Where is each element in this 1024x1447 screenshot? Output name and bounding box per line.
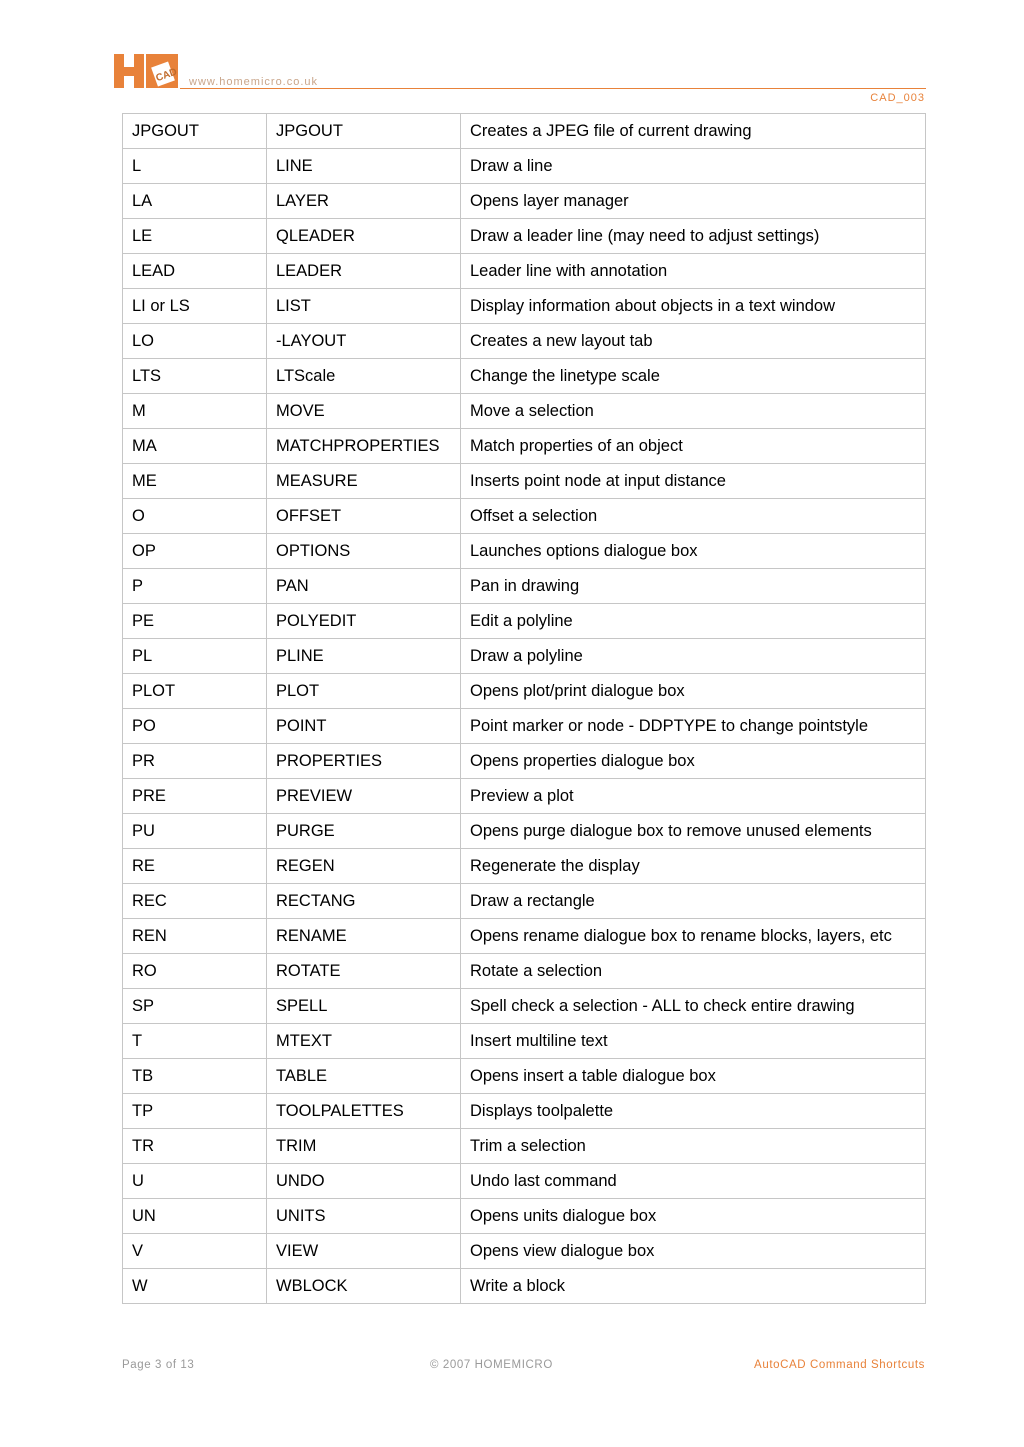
description-cell: Draw a polyline bbox=[461, 639, 926, 674]
description-cell: Point marker or node - DDPTYPE to change pointstyle bbox=[461, 709, 926, 744]
shortcut-cell: PL bbox=[123, 639, 267, 674]
command-cell: RECTANG bbox=[267, 884, 461, 919]
shortcut-cell: TP bbox=[123, 1094, 267, 1129]
document-code: CAD_003 bbox=[870, 92, 925, 104]
description-cell: Trim a selection bbox=[461, 1129, 926, 1164]
shortcut-cell: LEAD bbox=[123, 254, 267, 289]
command-cell: RENAME bbox=[267, 919, 461, 954]
table-row bbox=[123, 709, 926, 744]
shortcut-cell: SP bbox=[123, 989, 267, 1024]
shortcut-cell: TR bbox=[123, 1129, 267, 1164]
table-row bbox=[123, 429, 926, 464]
shortcut-cell: MA bbox=[123, 429, 267, 464]
command-cell: LTScale bbox=[267, 359, 461, 394]
shortcut-cell: ME bbox=[123, 464, 267, 499]
description-cell: Opens insert a table dialogue box bbox=[461, 1059, 926, 1094]
command-cell: PLOT bbox=[267, 674, 461, 709]
shortcut-cell: UN bbox=[123, 1199, 267, 1234]
description-cell: Change the linetype scale bbox=[461, 359, 926, 394]
table-row bbox=[123, 324, 926, 359]
shortcut-cell: JPGOUT bbox=[123, 114, 267, 149]
command-cell: PAN bbox=[267, 569, 461, 604]
description-cell: Rotate a selection bbox=[461, 954, 926, 989]
description-cell: Opens plot/print dialogue box bbox=[461, 674, 926, 709]
table-row bbox=[123, 114, 926, 149]
description-cell: Edit a polyline bbox=[461, 604, 926, 639]
page-number: Page 3 of 13 bbox=[122, 1359, 195, 1371]
command-cell: TABLE bbox=[267, 1059, 461, 1094]
command-cell: LINE bbox=[267, 149, 461, 184]
description-cell: Undo last command bbox=[461, 1164, 926, 1199]
command-cell: PROPERTIES bbox=[267, 744, 461, 779]
table-row bbox=[123, 499, 926, 534]
description-cell: Draw a rectangle bbox=[461, 884, 926, 919]
command-cell: UNDO bbox=[267, 1164, 461, 1199]
shortcut-cell: PO bbox=[123, 709, 267, 744]
description-cell: Regenerate the display bbox=[461, 849, 926, 884]
command-cell: UNITS bbox=[267, 1199, 461, 1234]
description-cell: Write a block bbox=[461, 1269, 926, 1304]
table-row bbox=[123, 744, 926, 779]
table-row bbox=[123, 884, 926, 919]
description-cell: Preview a plot bbox=[461, 779, 926, 814]
table-row bbox=[123, 919, 926, 954]
shortcut-cell: T bbox=[123, 1024, 267, 1059]
description-cell: Creates a JPEG file of current drawing bbox=[461, 114, 926, 149]
command-cell: QLEADER bbox=[267, 219, 461, 254]
command-cell: LAYER bbox=[267, 184, 461, 219]
description-cell: Displays toolpalette bbox=[461, 1094, 926, 1129]
command-cell: PLINE bbox=[267, 639, 461, 674]
command-cell: MEASURE bbox=[267, 464, 461, 499]
table-row bbox=[123, 289, 926, 324]
description-cell: Move a selection bbox=[461, 394, 926, 429]
shortcut-cell: PR bbox=[123, 744, 267, 779]
shortcut-cell: LI or LS bbox=[123, 289, 267, 324]
shortcut-cell: LO bbox=[123, 324, 267, 359]
shortcut-cell: U bbox=[123, 1164, 267, 1199]
table-row bbox=[123, 464, 926, 499]
shortcut-cell: RE bbox=[123, 849, 267, 884]
command-cell: VIEW bbox=[267, 1234, 461, 1269]
command-cell: ROTATE bbox=[267, 954, 461, 989]
shortcut-cell: PLOT bbox=[123, 674, 267, 709]
table-row bbox=[123, 1129, 926, 1164]
table-row bbox=[123, 1269, 926, 1304]
description-cell: Draw a leader line (may need to adjust settings) bbox=[461, 219, 926, 254]
description-cell: Opens purge dialogue box to remove unused elements bbox=[461, 814, 926, 849]
shortcut-cell: LTS bbox=[123, 359, 267, 394]
shortcut-cell: O bbox=[123, 499, 267, 534]
description-cell: Opens units dialogue box bbox=[461, 1199, 926, 1234]
description-cell: Spell check a selection - ALL to check entire drawing bbox=[461, 989, 926, 1024]
shortcut-cell: REC bbox=[123, 884, 267, 919]
table-row bbox=[123, 534, 926, 569]
command-cell: MATCHPROPERTIES bbox=[267, 429, 461, 464]
document-title: AutoCAD Command Shortcuts bbox=[754, 1359, 925, 1371]
description-cell: Offset a selection bbox=[461, 499, 926, 534]
description-cell: Opens view dialogue box bbox=[461, 1234, 926, 1269]
shortcut-cell: P bbox=[123, 569, 267, 604]
svg-text:CAD: CAD bbox=[154, 66, 179, 85]
command-cell: LEADER bbox=[267, 254, 461, 289]
description-cell: Leader line with annotation bbox=[461, 254, 926, 289]
command-cell: POINT bbox=[267, 709, 461, 744]
description-cell: Match properties of an object bbox=[461, 429, 926, 464]
command-cell: TRIM bbox=[267, 1129, 461, 1164]
description-cell: Creates a new layout tab bbox=[461, 324, 926, 359]
table-row bbox=[123, 149, 926, 184]
shortcut-cell: REN bbox=[123, 919, 267, 954]
table-row bbox=[123, 814, 926, 849]
shortcut-cell: PRE bbox=[123, 779, 267, 814]
header-divider bbox=[180, 88, 926, 89]
command-cell: PREVIEW bbox=[267, 779, 461, 814]
table-row bbox=[123, 954, 926, 989]
shortcut-cell: LE bbox=[123, 219, 267, 254]
shortcut-cell: L bbox=[123, 149, 267, 184]
command-cell: SPELL bbox=[267, 989, 461, 1024]
shortcut-cell: PU bbox=[123, 814, 267, 849]
command-cell: POLYEDIT bbox=[267, 604, 461, 639]
table-row bbox=[123, 219, 926, 254]
description-cell: Display information about objects in a text window bbox=[461, 289, 926, 324]
description-cell: Opens layer manager bbox=[461, 184, 926, 219]
shortcut-cell: V bbox=[123, 1234, 267, 1269]
shortcut-cell: TB bbox=[123, 1059, 267, 1094]
homemicro-logo bbox=[112, 50, 180, 92]
table-row bbox=[123, 1024, 926, 1059]
command-cell: JPGOUT bbox=[267, 114, 461, 149]
command-cell: LIST bbox=[267, 289, 461, 324]
shortcut-cell: PE bbox=[123, 604, 267, 639]
command-cell: OFFSET bbox=[267, 499, 461, 534]
command-cell: REGEN bbox=[267, 849, 461, 884]
shortcut-cell: LA bbox=[123, 184, 267, 219]
table-row bbox=[123, 674, 926, 709]
table-row bbox=[123, 1199, 926, 1234]
table-row bbox=[123, 639, 926, 674]
description-cell: Draw a line bbox=[461, 149, 926, 184]
description-cell: Pan in drawing bbox=[461, 569, 926, 604]
table-row bbox=[123, 394, 926, 429]
command-shortcuts-table bbox=[122, 113, 926, 1304]
shortcut-cell: RO bbox=[123, 954, 267, 989]
shortcut-cell: OP bbox=[123, 534, 267, 569]
table-row bbox=[123, 1094, 926, 1129]
command-cell: PURGE bbox=[267, 814, 461, 849]
description-cell: Opens rename dialogue box to rename blocks, layers, etc bbox=[461, 919, 926, 954]
description-cell: Insert multiline text bbox=[461, 1024, 926, 1059]
shortcut-cell: W bbox=[123, 1269, 267, 1304]
command-cell: -LAYOUT bbox=[267, 324, 461, 359]
description-cell: Launches options dialogue box bbox=[461, 534, 926, 569]
table-row bbox=[123, 604, 926, 639]
description-cell: Opens properties dialogue box bbox=[461, 744, 926, 779]
command-cell: TOOLPALETTES bbox=[267, 1094, 461, 1129]
command-cell: OPTIONS bbox=[267, 534, 461, 569]
table-row bbox=[123, 569, 926, 604]
table-row bbox=[123, 1059, 926, 1094]
table-row bbox=[123, 254, 926, 289]
table-row bbox=[123, 359, 926, 394]
command-cell: WBLOCK bbox=[267, 1269, 461, 1304]
table-row bbox=[123, 184, 926, 219]
description-cell: Inserts point node at input distance bbox=[461, 464, 926, 499]
table-row bbox=[123, 1234, 926, 1269]
table-row bbox=[123, 1164, 926, 1199]
site-url[interactable]: www.homemicro.co.uk bbox=[189, 76, 319, 88]
command-cell: MTEXT bbox=[267, 1024, 461, 1059]
table-row bbox=[123, 779, 926, 814]
copyright: © 2007 HOMEMICRO bbox=[430, 1359, 553, 1371]
shortcut-cell: M bbox=[123, 394, 267, 429]
table-row bbox=[123, 849, 926, 884]
command-cell: MOVE bbox=[267, 394, 461, 429]
table-row bbox=[123, 989, 926, 1024]
